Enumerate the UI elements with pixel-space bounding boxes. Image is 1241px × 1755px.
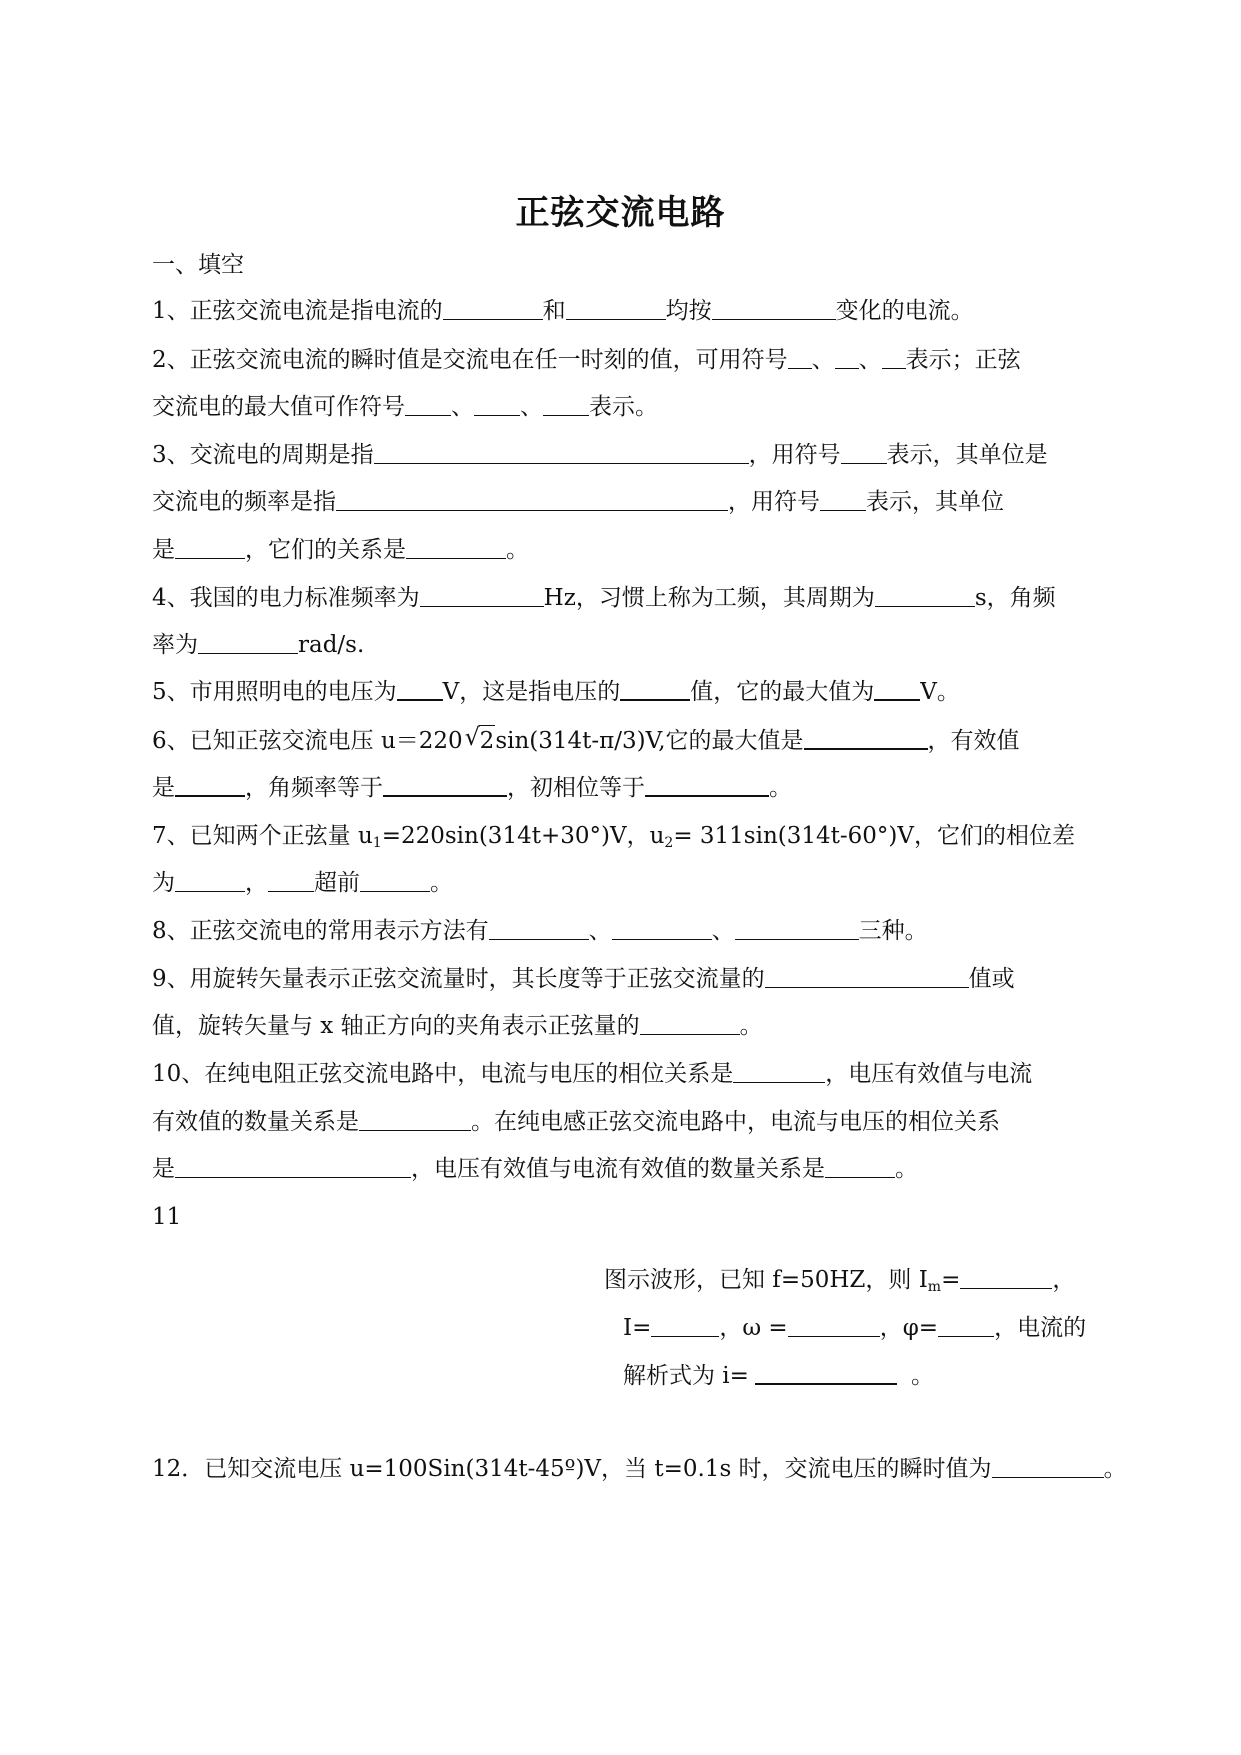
page-title: 正弦交流电路 <box>515 193 726 233</box>
q10-text-d: 。在纯电感正弦交流电路中，电流与电压的相位关系 <box>471 1109 1000 1135</box>
q7-text-c: = 311sin(314t-60°)V，它们的相位差 <box>673 823 1076 849</box>
answer-blank[interactable] <box>175 869 245 892</box>
q1-text-d: 变化的电流。 <box>835 298 974 324</box>
q5-text-a: 5、市用照明电的电压为 <box>152 679 397 705</box>
question-3-line-2 <box>152 487 1004 517</box>
q2-sep3: 、 <box>451 394 474 420</box>
q5-text-c: 值，它的最大值为 <box>690 679 875 705</box>
answer-blank[interactable] <box>374 441 749 464</box>
answer-blank[interactable] <box>788 346 812 369</box>
q7-text-g: 。 <box>430 870 453 896</box>
question-7-line-1 <box>152 821 1075 851</box>
question-10-line-1 <box>152 1059 1032 1089</box>
q1-text-a: 1、正弦交流电流是指电流的 <box>152 298 443 324</box>
q6-text-b: sin(314t-π/3)V,它的最大值是 <box>495 728 804 754</box>
q11-text-a: 图示波形，已知 f=50HZ，则 I <box>604 1267 928 1293</box>
q7-text-d: 为 <box>152 870 175 896</box>
q4-text-d: 率为 <box>152 632 198 658</box>
q6-text-c: ，有效值 <box>927 728 1020 754</box>
answer-blank[interactable] <box>938 1314 994 1337</box>
answer-blank[interactable] <box>804 726 928 750</box>
answer-blank[interactable] <box>882 346 906 369</box>
answer-blank[interactable] <box>443 297 543 320</box>
q8-sep2: 、 <box>711 918 735 944</box>
q5-text-d: V。 <box>920 679 960 705</box>
question-5 <box>152 677 960 707</box>
answer-blank[interactable] <box>733 1060 825 1083</box>
answer-blank[interactable] <box>820 488 866 511</box>
q10-text-g: 。 <box>895 1156 918 1182</box>
answer-blank[interactable] <box>175 773 245 797</box>
q7-text-e: ， <box>245 870 268 896</box>
answer-blank[interactable] <box>543 393 589 416</box>
answer-blank[interactable] <box>755 1361 897 1385</box>
answer-blank[interactable] <box>359 1108 471 1131</box>
answer-blank[interactable] <box>360 869 430 892</box>
answer-blank[interactable] <box>735 917 859 940</box>
question-12 <box>152 1454 1127 1484</box>
answer-blank[interactable] <box>406 536 506 559</box>
q3-text-f: 表示，其单位 <box>866 489 1004 515</box>
question-7-line-2 <box>152 868 453 898</box>
answer-blank[interactable] <box>612 917 712 940</box>
q1-text-b: 和 <box>542 298 566 324</box>
q11-text-e: ，ω = <box>719 1315 788 1341</box>
answer-blank[interactable] <box>960 1266 1052 1289</box>
answer-blank[interactable] <box>383 773 507 797</box>
q3-text-h: ，它们的关系是 <box>245 537 406 563</box>
q6-text-g: 。 <box>769 775 792 801</box>
q7-text-a: 7、已知两个正弦量 u <box>152 823 373 849</box>
question-11-line-3 <box>623 1361 934 1391</box>
answer-blank[interactable] <box>640 1012 740 1035</box>
q6-text-e: ，角频率等于 <box>245 775 383 801</box>
answer-blank[interactable] <box>788 1314 880 1337</box>
answer-blank[interactable] <box>712 297 836 320</box>
answer-blank[interactable] <box>651 1314 719 1337</box>
answer-blank[interactable] <box>405 393 451 416</box>
q2-text-a: 2、正弦交流电流的瞬时值是交流电在任一时刻的值，可用符号 <box>152 347 788 373</box>
answer-blank[interactable] <box>474 393 520 416</box>
answer-blank[interactable] <box>175 1155 411 1178</box>
answer-blank[interactable] <box>198 631 298 654</box>
answer-blank[interactable] <box>489 917 589 940</box>
q6-text-a: 6、已知正弦交流电压 u＝220 <box>152 728 463 754</box>
q2-text-b: 表示；正弦 <box>905 347 1021 373</box>
subscript: 1 <box>372 835 382 851</box>
q11-text-c: ， <box>1052 1267 1076 1293</box>
q3-text-g: 是 <box>152 537 175 563</box>
q11-text-h: 解析式为 i= <box>623 1363 749 1389</box>
q2-text-d: 表示。 <box>589 394 658 420</box>
q3-text-e: ，用符号 <box>728 489 820 515</box>
section-heading: 一、填空 <box>152 252 244 278</box>
q9-text-b: 值或 <box>968 966 1015 992</box>
answer-blank[interactable] <box>874 677 920 701</box>
q11-text-g: ，电流的 <box>994 1315 1087 1341</box>
q4-text-a: 4、我国的电力标准频率为 <box>152 585 420 611</box>
answer-blank[interactable] <box>825 1155 895 1178</box>
answer-blank[interactable] <box>420 584 544 607</box>
question-9-line-2 <box>152 1011 763 1041</box>
answer-blank[interactable] <box>841 441 887 464</box>
q10-text-c: 有效值的数量关系是 <box>152 1109 359 1135</box>
q7-text-f: 超前 <box>314 870 360 896</box>
answer-blank[interactable] <box>566 297 666 320</box>
question-10-line-3 <box>152 1154 918 1184</box>
q6-text-d: 是 <box>152 775 175 801</box>
q11-text-i: 。 <box>910 1363 934 1389</box>
q10-text-a: 10、在纯电阻正弦交流电路中，电流与电压的相位关系是 <box>152 1061 734 1087</box>
q10-text-f: ，电压有效值与电流有效值的数量关系是 <box>411 1156 825 1182</box>
q10-text-b: ，电压有效值与电流 <box>825 1061 1033 1087</box>
q2-sep1: 、 <box>811 347 835 373</box>
question-10-line-2 <box>152 1107 1000 1137</box>
q1-text-c: 均按 <box>665 298 712 324</box>
q4-text-e: rad/s. <box>298 632 365 658</box>
q3-text-d: 交流电的频率是指 <box>152 489 336 515</box>
answer-blank[interactable] <box>397 677 443 701</box>
question-4-line-1 <box>152 583 1056 613</box>
subscript: m <box>927 1279 942 1295</box>
q10-text-e: 是 <box>152 1156 175 1182</box>
q2-text-c: 交流电的最大值可作符号 <box>152 394 405 420</box>
question-4-line-2 <box>152 630 364 660</box>
q11-text-b: = <box>941 1267 961 1293</box>
question-1 <box>152 296 974 326</box>
answer-blank[interactable] <box>175 536 245 559</box>
question-11-number: 11 <box>152 1204 182 1230</box>
answer-blank[interactable] <box>765 965 969 988</box>
answer-blank[interactable] <box>336 488 728 511</box>
q8-sep1: 、 <box>588 918 612 944</box>
q8-text-b: 三种。 <box>858 918 928 944</box>
subscript: 2 <box>664 835 674 851</box>
q3-text-c: 表示，其单位是 <box>886 442 1048 468</box>
q2-sep2: 、 <box>858 347 882 373</box>
q7-text-b: =220sin(314t+30°)V，u <box>381 823 665 849</box>
q12-text-b: 。 <box>1103 1456 1127 1482</box>
sqrt-symbol: √ 2 <box>479 725 496 756</box>
question-6-line-1 <box>152 725 1020 756</box>
question-6-line-2 <box>152 773 792 803</box>
q3-text-a: 3、交流电的周期是指 <box>152 442 374 468</box>
question-3-line-3 <box>152 535 529 565</box>
q12-text-a: 12．已知交流电压 u=100Sin(314t-45º)V，当 t=0.1s 时，交流电压的瞬时值为 <box>152 1456 992 1482</box>
q11-text-d: I= <box>623 1315 652 1341</box>
answer-blank[interactable] <box>268 869 314 892</box>
answer-blank[interactable] <box>992 1455 1104 1478</box>
answer-blank[interactable] <box>645 773 769 797</box>
answer-blank[interactable] <box>835 346 859 369</box>
q8-text-a: 8、正弦交流电的常用表示方法有 <box>152 918 489 944</box>
q3-text-b: ，用符号 <box>748 442 841 468</box>
question-8 <box>152 916 928 946</box>
question-11-line-1 <box>604 1265 1075 1295</box>
question-2-line-1 <box>152 345 1021 375</box>
question-11-line-2 <box>623 1313 1086 1343</box>
q4-text-c: s，角频 <box>974 585 1056 611</box>
q11-text-f: ，φ= <box>879 1315 939 1341</box>
question-3-line-1 <box>152 440 1048 470</box>
q3-text-i: 。 <box>506 537 529 563</box>
q9-text-a: 9、用旋转矢量表示正弦交流量时，其长度等于正弦交流量的 <box>152 966 765 992</box>
q4-text-b: Hz，习惯上称为工频，其周期为 <box>543 585 875 611</box>
q2-sep4: 、 <box>520 394 543 420</box>
q9-text-c: 值，旋转矢量与 x 轴正方向的夹角表示正弦量的 <box>152 1013 640 1039</box>
answer-blank[interactable] <box>875 584 975 607</box>
answer-blank[interactable] <box>620 677 690 701</box>
question-9-line-1 <box>152 964 1015 994</box>
q6-text-f: ，初相位等于 <box>507 775 645 801</box>
q5-text-b: V，这是指电压的 <box>442 679 621 705</box>
q9-text-d: 。 <box>739 1013 763 1039</box>
question-2-line-2 <box>152 392 658 422</box>
